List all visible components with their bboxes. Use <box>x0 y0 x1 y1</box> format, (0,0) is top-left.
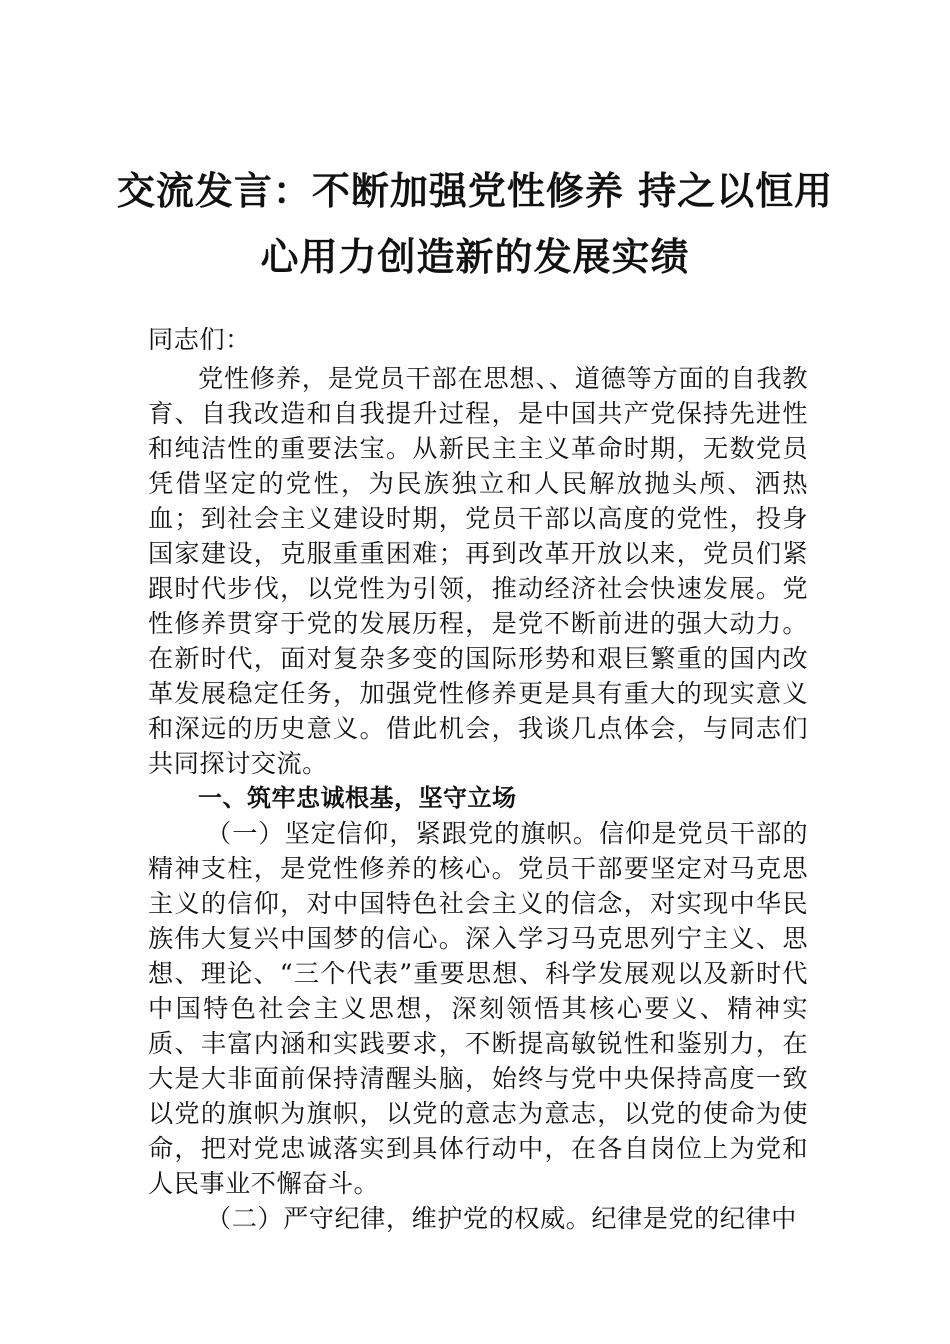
document-body <box>148 322 808 1236</box>
intro-paragraph: 党性修养，是党员干部在思想、、道德等方面的自我教育、自我改造和自我提升过程，是中国共产党保持先进性和纯洁性的重要法宝。从新民主主义革命时期，无数党员凭借坚定的党性，为民族独立和人民解放抛头颅、洒热血；到社会主义建设时期，党员干部以高度的党性，投身国家建设，克服重重困难；再到改革开放以来，党员们紧跟时代步伐，以党性为引领，推动经济社会快速发展。党性修养贯穿于党的发展历程，是党不断前进的强大动力。在新时代，面对复杂多变的国际形势和艰巨繁重的国内改革发展稳定任务，加强党性修养更是具有重大的现实意义和深远的历史意义。借此机会，我谈几点体会，与同志们共同探讨交流。 <box>148 364 808 778</box>
section-1-paragraph-1: （一）坚定信仰，紧跟党的旗帜。信仰是党员干部的精神支柱，是党性修养的核心。党员干部要坚定对马克思主义的信仰，对中国特色社会主义的信念，对实现中华民族伟大复兴中国梦的信心。深入学习马克思列宁主义、思想、理论、“三个代表”重要思想、科学发展观以及新时代中国特色社会主义思想，深刻领悟其核心要义、精神实质、丰富内涵和实践要求，不断提高敏锐性和鉴别力，在大是大非面前保持清醒头脑，始终与党中央保持高度一致以党的旗帜为旗帜，以党的意志为意志，以党的使命为使命，把对党忠诚落实到具体行动中，在各自岗位上为党和人民事业不懈奋斗。 <box>148 819 808 1198</box>
document-title-line-2: 心用力创造新的发展实绩 <box>260 234 690 279</box>
salutation: 同志们： <box>148 325 251 354</box>
section-1-paragraph-2: （二）严守纪律，维护党的权威。纪律是党的纪律中 <box>206 1204 797 1233</box>
section-heading-1: 一、筑牢忠诚根基，坚守立场 <box>198 784 517 812</box>
document-title-line-1: 交流发言：不断加强党性修养 持之以恒用 <box>116 168 834 213</box>
